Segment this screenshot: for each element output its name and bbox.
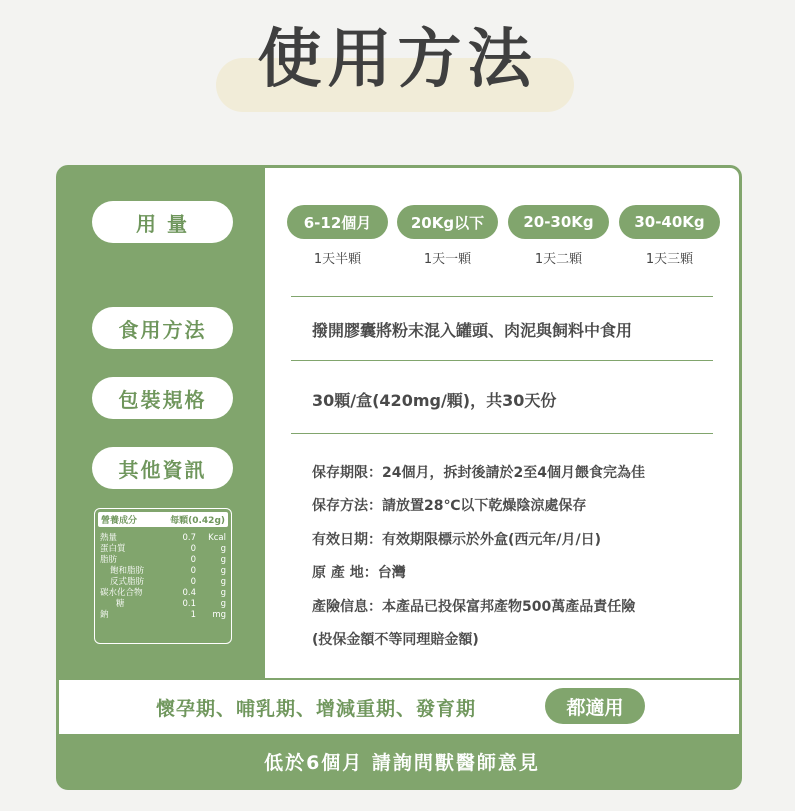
dose-amount-2: 1天一顆 (423, 252, 472, 267)
nutrition-row (100, 566, 226, 577)
info-line: 原 產 地：台灣 (312, 565, 406, 581)
dose-range-1: 6-12個月 (287, 205, 388, 239)
nutrition-row (100, 544, 226, 555)
nutrition-unit: Kcal (208, 533, 226, 543)
nutrition-unit: g (220, 544, 226, 554)
nutrition-title: 營養成分 (101, 516, 138, 526)
dose-range-2: 20Kg以下 (397, 205, 498, 239)
label-other: 其他資訊 (92, 447, 233, 489)
nutrition-unit: g (220, 555, 226, 565)
nutrition-header (98, 512, 228, 527)
nutrition-value: 0 (190, 566, 196, 576)
nutrition-unit: g (220, 588, 226, 598)
nutrition-row (100, 610, 226, 621)
info-line: 有效日期：有效期限標示於外盒(西元年/月/日) (312, 532, 602, 548)
nutrition-name: 碳水化合物 (100, 588, 143, 598)
nutrition-value: 0.7 (182, 533, 196, 543)
title-area (0, 0, 795, 130)
nutrition-value: 0 (190, 577, 196, 587)
suitable-band (59, 678, 742, 734)
nutrition-name: 熱量 (100, 533, 118, 543)
nutrition-value: 0 (190, 555, 196, 565)
nutrition-value: 0 (190, 544, 196, 554)
nutrition-row (100, 577, 226, 588)
dose-amount-1: 1天半顆 (313, 252, 362, 267)
package-text: 30顆/盒(420mg/顆)，共30天份 (312, 391, 557, 410)
dose-range-3: 20-30Kg (508, 205, 609, 239)
nutrition-name: 蛋白質 (100, 544, 126, 554)
nutrition-name: 反式脂肪 (110, 577, 145, 587)
nutrition-name: 糖 (116, 599, 125, 609)
nutrition-unit: g (220, 566, 226, 576)
label-dosage: 用 量 (92, 201, 233, 243)
info-card (56, 165, 742, 790)
nutrition-row (100, 599, 226, 610)
nutrition-unit: mg (212, 610, 226, 620)
suitable-text: 懷孕期、哺乳期、增減重期、發育期 (156, 698, 477, 720)
divider (291, 360, 713, 361)
nutrition-value: 0.4 (182, 588, 196, 598)
usage-text: 撥開膠囊將粉末混入罐頭、肉泥與飼料中食用 (312, 321, 633, 340)
nutrition-name: 飽和脂肪 (110, 566, 145, 576)
dose-amount-3: 1天二顆 (534, 252, 583, 267)
nutrition-unit: g (220, 577, 226, 587)
nutrition-row (100, 533, 226, 544)
info-line: 產險信息：本產品已投保富邦產物500萬產品責任險 (312, 599, 636, 615)
nutrition-value: 1 (190, 610, 196, 620)
nutrition-name: 脂肪 (100, 555, 118, 565)
nutrition-per: 每顆(0.42g) (170, 516, 225, 526)
info-line: 保存期限：24個月，拆封後請於2至4個月餵食完為佳 (312, 465, 645, 481)
nutrition-name: 鈉 (100, 610, 109, 620)
dose-amount-4: 1天三顆 (645, 252, 694, 267)
nutrition-unit: g (220, 599, 226, 609)
nutrition-value: 0.1 (182, 599, 196, 609)
suitable-badge: 都適用 (545, 688, 645, 724)
page-title: 使用方法 (257, 23, 538, 97)
info-line: (投保金額不等同理賠金額) (312, 632, 479, 648)
label-usage: 食用方法 (92, 307, 233, 349)
divider (291, 296, 713, 297)
nutrition-table (94, 508, 232, 644)
info-line: 保存方法：請放置28℃以下乾燥陰涼處保存 (312, 498, 587, 514)
label-package: 包裝規格 (92, 377, 233, 419)
divider (291, 433, 713, 434)
dose-range-4: 30-40Kg (619, 205, 720, 239)
nutrition-row (100, 588, 226, 599)
nutrition-row (100, 555, 226, 566)
bottom-note: 低於6個月 請詢問獸醫師意見 (264, 752, 540, 774)
